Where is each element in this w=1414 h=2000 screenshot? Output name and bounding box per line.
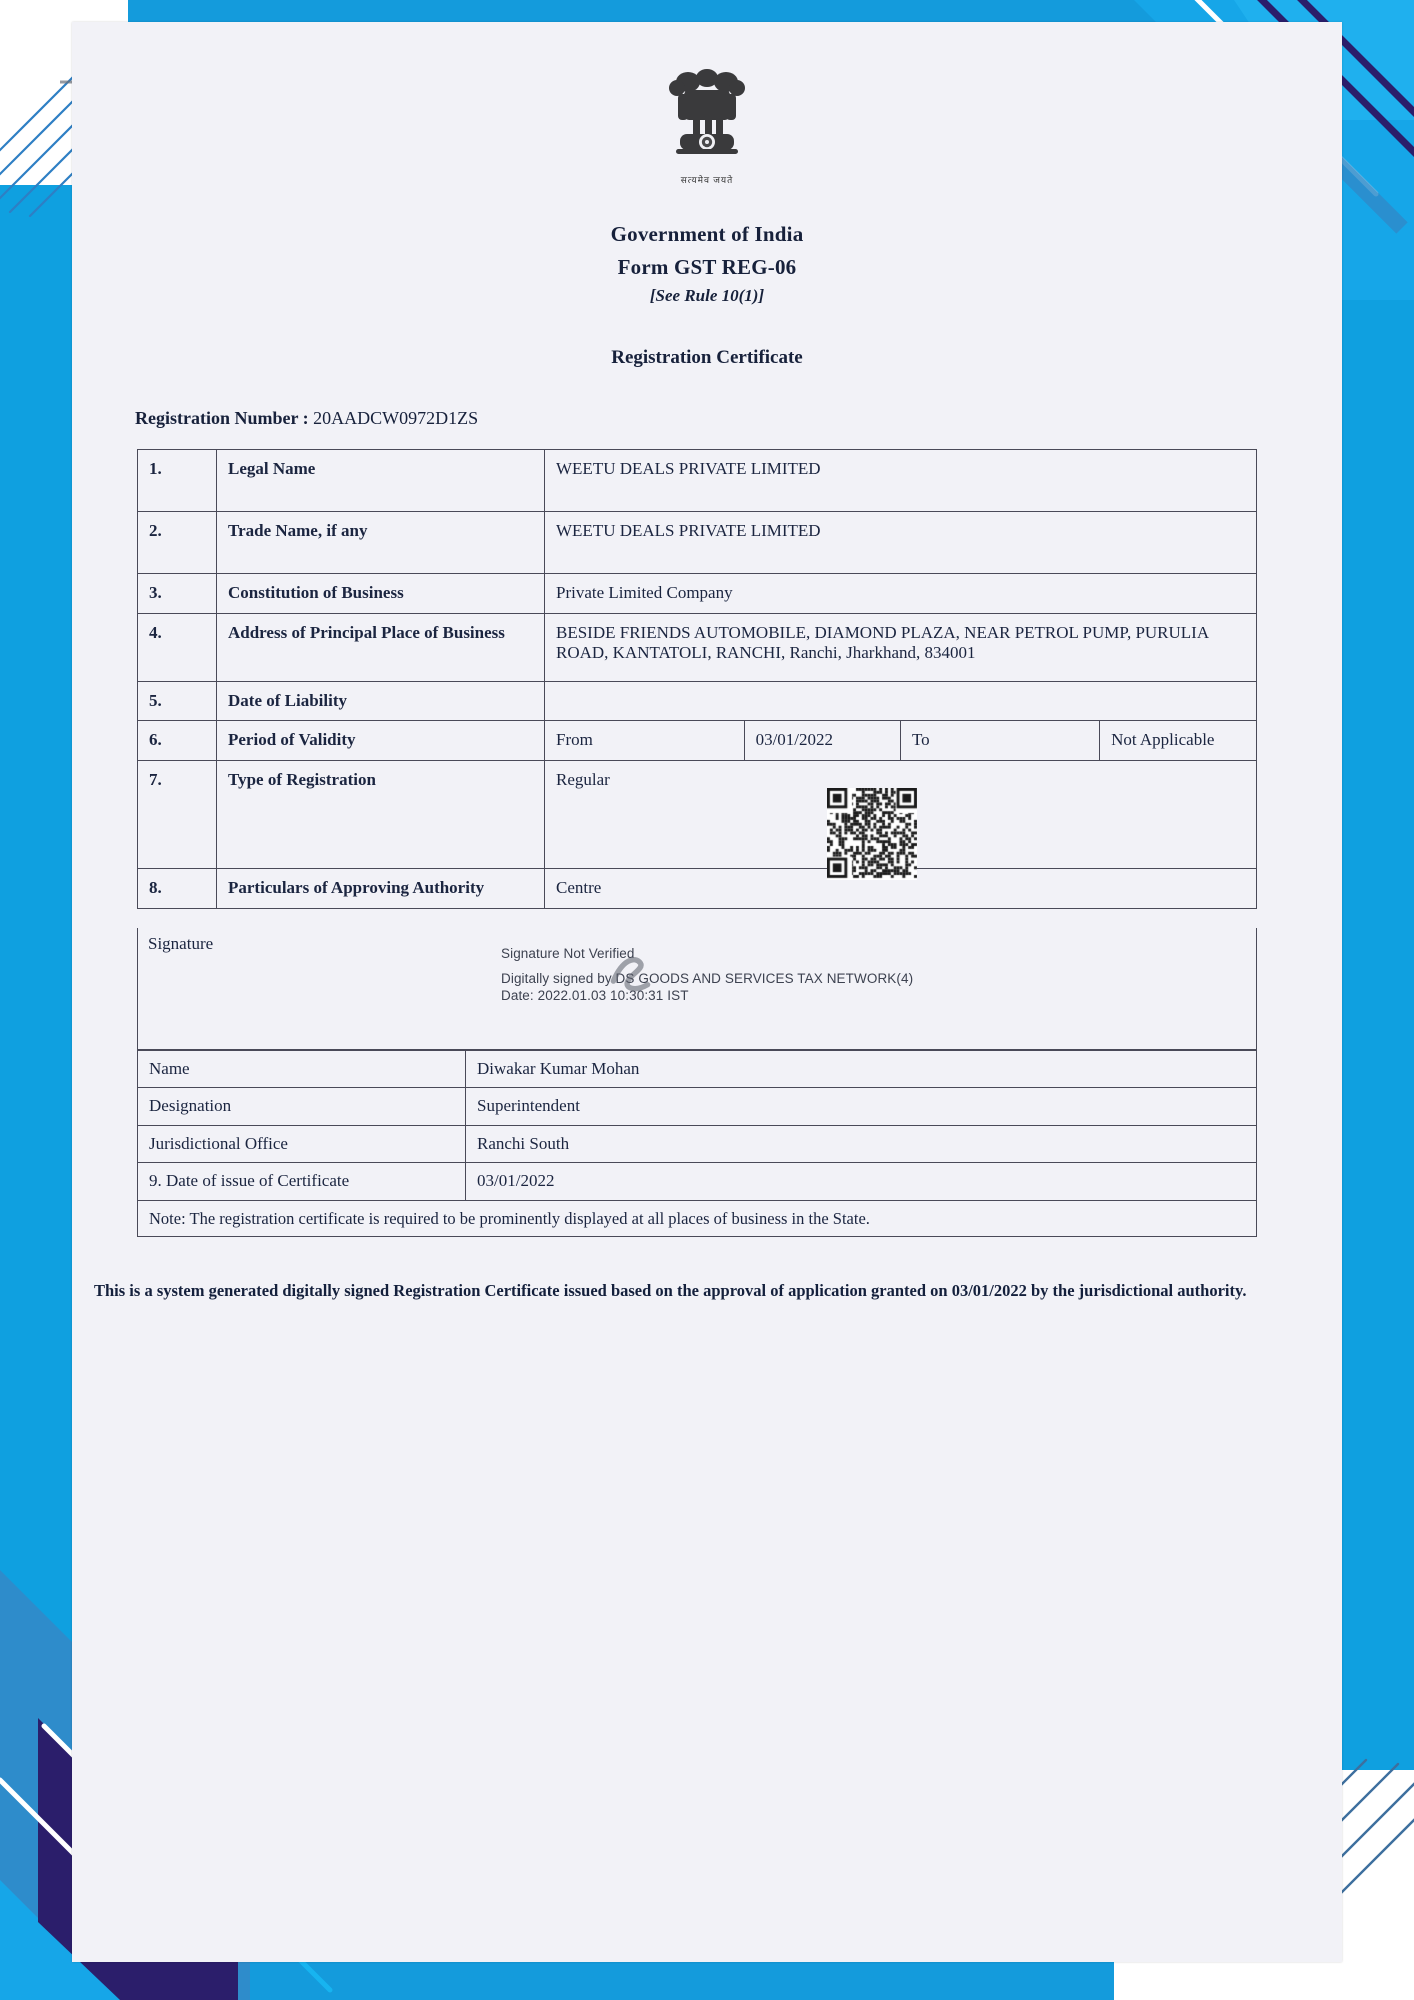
row-label: Address of Principal Place of Business [217,613,545,681]
table-row [138,613,1257,681]
row-number: 4. [138,613,217,681]
validity-to-label: To [900,721,1099,760]
row-number: 1. [138,450,217,512]
signature-mark-icon [608,950,662,996]
validity-from-value: 03/01/2022 [744,721,900,760]
row-label: Date of Liability [217,681,545,721]
table-row [138,761,1257,869]
display-note: Note: The registration certificate is required to be prominently displayed at all places of business in the State. [138,1200,1257,1237]
form-heading: Form GST REG-06 [617,255,797,279]
emblem-motto: सत्यमेव जयते [680,175,734,185]
row-label: Particulars of Approving Authority [217,869,545,909]
validity-cell [545,721,1257,761]
validity-to-value: Not Applicable [1111,730,1215,750]
signature-label: Signature [148,934,214,953]
table-row [138,1051,1257,1088]
row-label: Constitution of Business [217,574,545,614]
page-title: Registration Certificate [611,347,803,368]
table-row [138,681,1257,721]
national-emblem [661,64,753,186]
authority-office-label: Jurisdictional Office [138,1125,466,1162]
authority-details-table [137,1050,1257,1237]
row-number: 5. [138,681,217,721]
row-number: 8. [138,869,217,909]
issue-date-label: 9. Date of issue of Certificate [138,1163,466,1200]
table-row [138,450,1257,512]
frame-corner-left-square [0,185,78,295]
registration-number-line [135,408,478,429]
table-row [138,574,1257,614]
registration-number-label: Registration Number : [135,408,309,428]
row-value: Private Limited Company [545,574,1257,614]
row-label: Trade Name, if any [217,512,545,574]
digital-signature-stamp [501,946,913,1004]
frame-band-left [0,190,72,1710]
signature-date: Date: 2022.01.03 10:30:31 IST [501,987,689,1003]
authority-designation-value: Superintendent [466,1088,1257,1125]
signature-not-verified: Signature Not Verified [501,946,635,961]
certificate-details-table [137,449,1257,909]
row-number: 7. [138,761,217,869]
table-row-validity [138,721,1257,761]
row-number: 6. [138,721,217,761]
row-value [545,681,1257,721]
validity-from-label: From [545,721,744,760]
signature-section [137,928,1257,1050]
issue-date-value: 03/01/2022 [466,1163,1257,1200]
authority-name-value: Diwakar Kumar Mohan [466,1051,1257,1088]
rule-reference: [See Rule 10(1)] [649,286,765,305]
authority-name-label: Name [138,1051,466,1088]
table-row [138,1125,1257,1162]
table-row [138,869,1257,909]
row-value: Regular [545,761,1257,869]
row-value: Centre [545,869,1257,909]
qr-code [827,788,917,880]
table-row-note [138,1200,1257,1237]
government-heading: Government of India [610,222,804,246]
row-value: WEETU DEALS PRIVATE LIMITED [545,450,1257,512]
registration-number-value: 20AADCW0972D1ZS [313,408,479,428]
signature-signed-by: Digitally signed by DS GOODS AND SERVICES TAX NETWORK(4) [501,971,914,987]
table-row [138,512,1257,574]
certificate-document [72,22,1342,1962]
row-number: 2. [138,512,217,574]
table-row [138,1088,1257,1125]
row-label: Type of Registration [217,761,545,869]
table-row [138,1163,1257,1200]
row-label: Legal Name [217,450,545,512]
row-value: BESIDE FRIENDS AUTOMOBILE, DIAMOND PLAZA, NEAR PETROL PUMP, PURULIA ROAD, KANTATOLI, RANCHI, Ranchi, Jharkhand, 834001 [545,613,1257,681]
row-value: WEETU DEALS PRIVATE LIMITED [545,512,1257,574]
authority-designation-label: Designation [138,1088,466,1125]
row-number: 3. [138,574,217,614]
row-label: Period of Validity [217,721,545,761]
authority-office-value: Ranchi South [466,1125,1257,1162]
footer-note: This is a system generated digitally signed Registration Certificate issued based on the approval of application granted on 03/01/2022 by the jurisdictional authority. [94,1281,1247,1300]
